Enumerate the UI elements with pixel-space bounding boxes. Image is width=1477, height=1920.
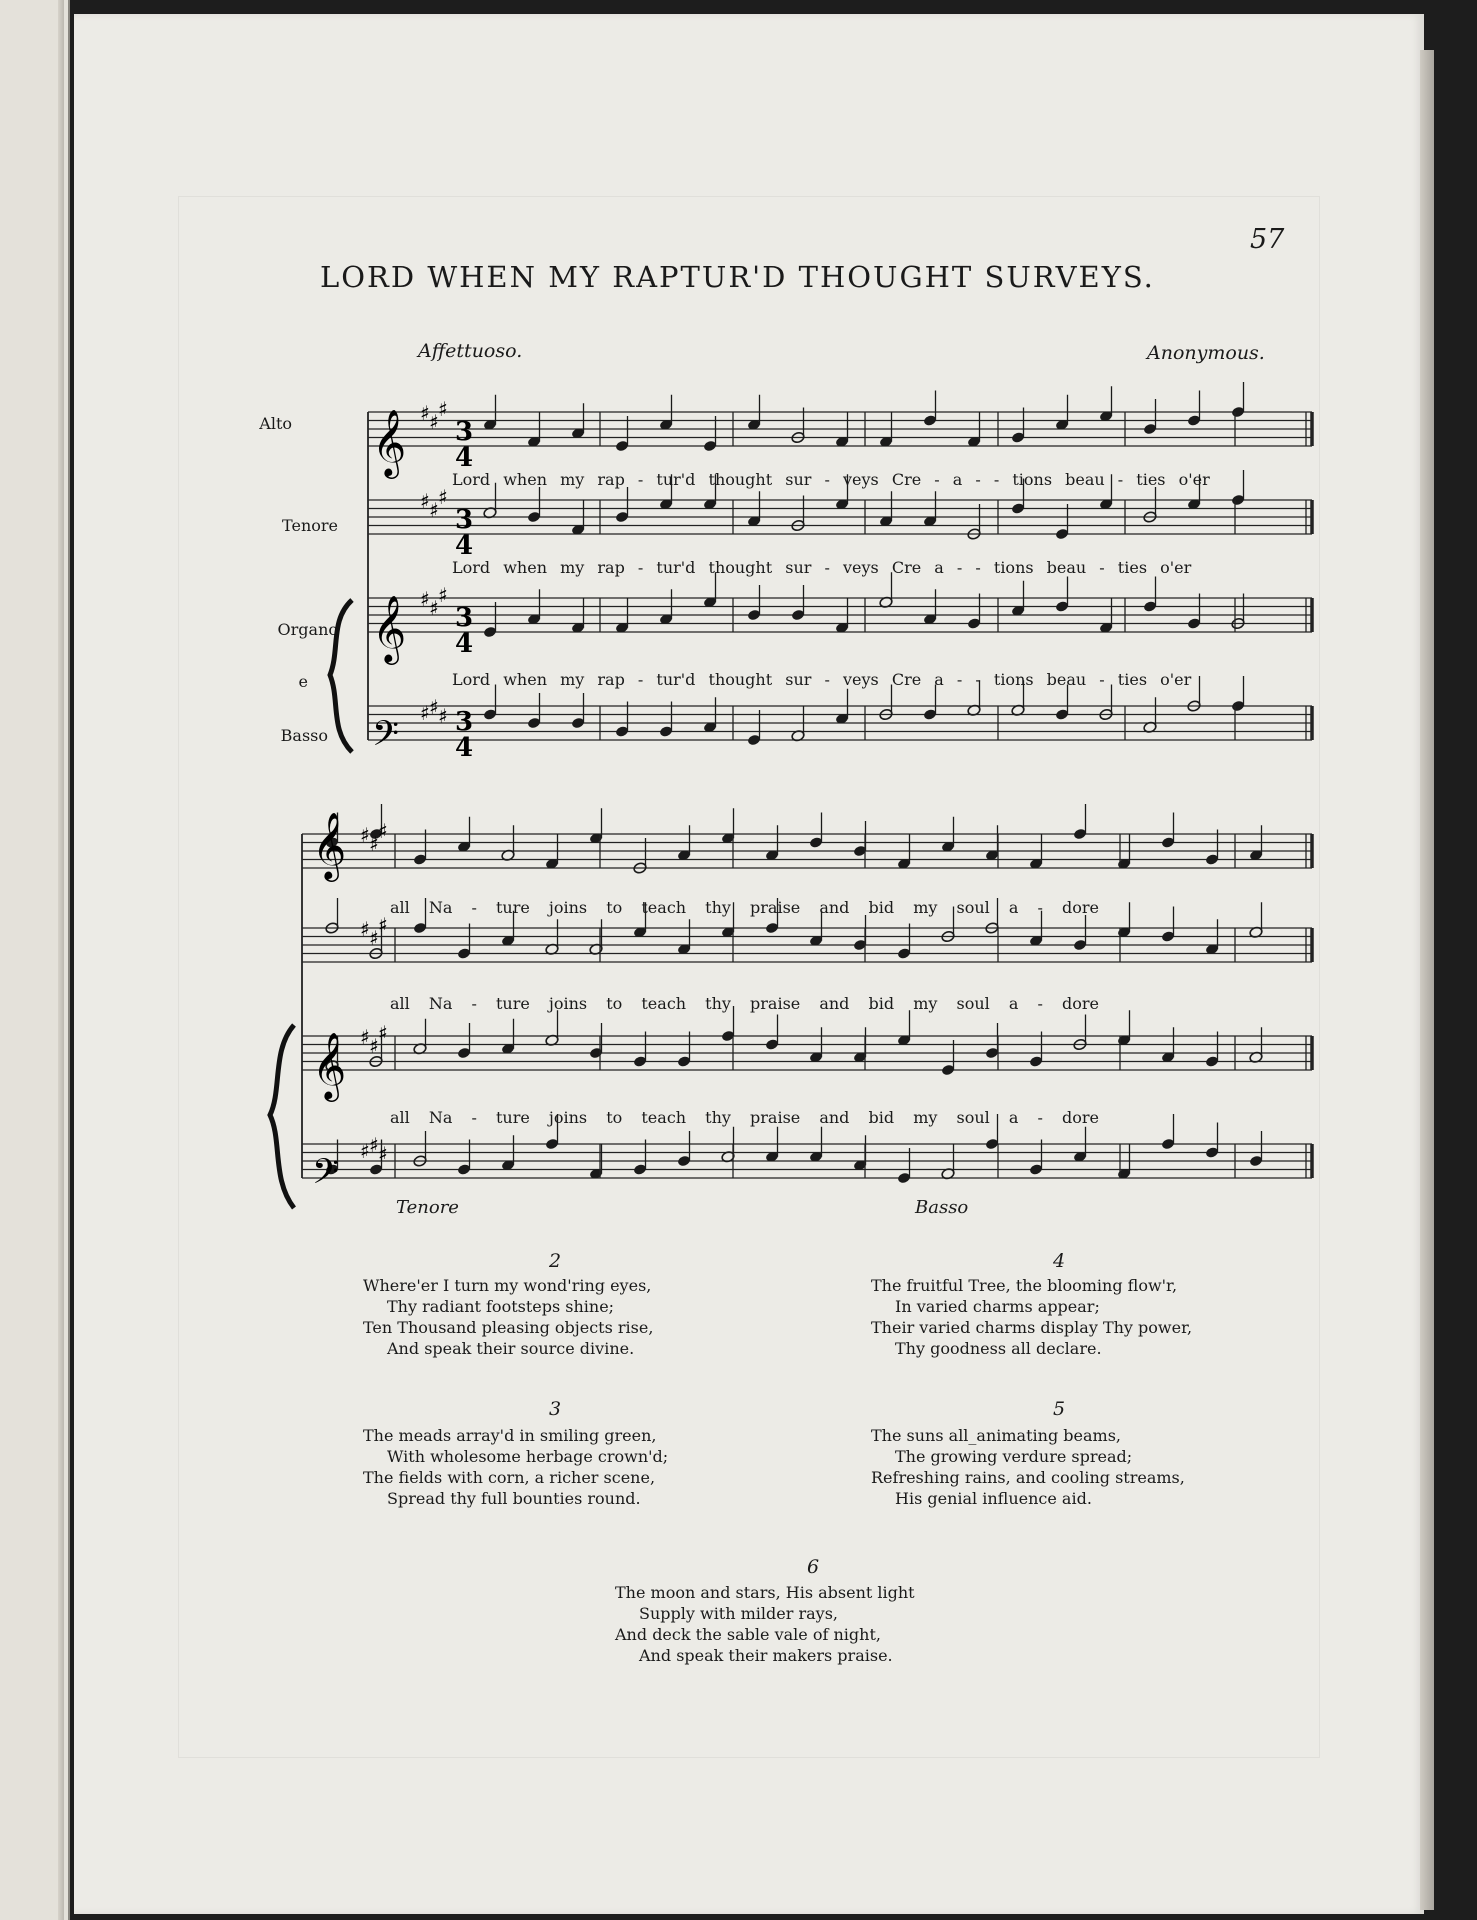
basso-cue-label: Basso xyxy=(915,1197,969,1218)
sharp-sign: ♯ xyxy=(420,587,430,611)
tempo-marking: Affettuoso. xyxy=(418,340,523,362)
verse-line: And deck the sable vale of night, xyxy=(615,1625,881,1644)
grand-staff-brace-2 xyxy=(270,1025,294,1208)
grand-staff-brace xyxy=(330,600,352,752)
sharp-sign: ♯ xyxy=(360,1025,370,1049)
part-label-alto: Alto xyxy=(259,414,292,433)
time-signature-bottom: 4 xyxy=(455,733,474,763)
sharp-sign: ♯ xyxy=(378,1021,388,1045)
time-signature-bottom: 4 xyxy=(455,629,474,659)
part-label-tenore: Tenore xyxy=(282,516,338,535)
verse-line: Spread thy full bounties round. xyxy=(387,1489,641,1508)
sharp-sign: ♯ xyxy=(438,485,448,509)
part-label-organo: Organo xyxy=(277,620,338,639)
sharp-sign: ♯ xyxy=(420,489,430,513)
verse-line: And speak their makers praise. xyxy=(639,1646,893,1665)
sharp-sign: ♯ xyxy=(360,917,370,941)
composer-credit: Anonymous. xyxy=(1147,342,1265,364)
verse-line: Supply with milder rays, xyxy=(639,1604,838,1623)
sharp-sign: ♯ xyxy=(360,1139,370,1163)
time-signature-bottom: 4 xyxy=(455,443,474,473)
verse-4 xyxy=(871,1275,1192,1359)
sharp-sign: ♯ xyxy=(369,1034,379,1058)
verse-line: The moon and stars, His absent light xyxy=(615,1583,915,1602)
sharp-sign: ♯ xyxy=(420,401,430,425)
verse-number: 5 xyxy=(1052,1398,1066,1420)
verse-3 xyxy=(363,1425,668,1509)
lyrics-organ-system1: Lord when my rap - tur'd thought sur - veys Cre a - - tions beau - ties o'er xyxy=(452,670,1192,689)
sharp-sign: ♯ xyxy=(369,1133,379,1157)
key-signature-sharps xyxy=(360,397,448,1166)
verse-6 xyxy=(615,1582,915,1666)
bass-clef-basso: 𝄢 xyxy=(372,713,400,762)
verse-number: 4 xyxy=(1052,1250,1066,1272)
bass-clef-basso-2: 𝄢 xyxy=(312,1151,340,1200)
verse-line: And speak their source divine. xyxy=(387,1339,635,1358)
verse-number: 3 xyxy=(548,1398,562,1420)
verse-number: 6 xyxy=(806,1556,820,1578)
verse-line: The growing verdure spread; xyxy=(895,1447,1133,1466)
verse-line: The meads array'd in smiling green, xyxy=(363,1426,657,1445)
sharp-sign: ♯ xyxy=(429,596,439,620)
part-label-basso: Basso xyxy=(280,726,328,745)
sharp-sign: ♯ xyxy=(429,410,439,434)
sharp-sign: ♯ xyxy=(360,823,370,847)
note-marks xyxy=(325,382,1263,1184)
song-title: LORD WHEN MY RAPTUR'D THOUGHT SURVEYS. xyxy=(320,260,1155,294)
sharp-sign: ♯ xyxy=(438,704,448,728)
lyrics-alto-system1: Lord when my rap - tur'd thought sur - veys Cre - a - - tions beau - ties o'er xyxy=(452,470,1210,489)
sharp-sign: ♯ xyxy=(369,832,379,856)
treble-clef-alto: 𝄞 xyxy=(372,408,407,476)
lyrics-tenor-system2: all Na - ture joins to teach thy praise and bid my soul a - dore xyxy=(390,994,1099,1013)
verse-line: In varied charms appear; xyxy=(895,1297,1100,1316)
verse-line: Ten Thousand pleasing objects rise, xyxy=(363,1318,654,1337)
verse-line: Their varied charms display Thy power, xyxy=(871,1318,1193,1337)
verse-line: The fields with corn, a richer scene, xyxy=(363,1468,656,1487)
tenore-cue-label: Tenore xyxy=(396,1197,459,1218)
time-signature-top: 3 xyxy=(455,417,474,447)
verse-line: The suns all_animating beams, xyxy=(871,1426,1121,1445)
verse-line: Refreshing rains, and cooling streams, xyxy=(871,1468,1185,1487)
sharp-sign: ♯ xyxy=(369,926,379,950)
verse-line: Thy radiant footsteps shine; xyxy=(387,1297,615,1316)
sharp-sign: ♯ xyxy=(420,701,430,725)
staff-lines xyxy=(302,412,1312,1178)
verse-line: His genial influence aid. xyxy=(895,1489,1092,1508)
time-signature-bottom: 4 xyxy=(455,531,474,561)
sharp-sign: ♯ xyxy=(378,1142,388,1166)
sharp-sign: ♯ xyxy=(438,583,448,607)
treble-clef-alto-2: 𝄞 xyxy=(312,811,347,879)
time-signature-top: 3 xyxy=(455,707,474,737)
verse-5 xyxy=(871,1425,1185,1509)
verse-line: The fruitful Tree, the blooming flow'r, xyxy=(871,1276,1178,1295)
treble-clef-organ: 𝄞 xyxy=(372,594,407,662)
sharp-sign: ♯ xyxy=(429,695,439,719)
sharp-sign: ♯ xyxy=(378,913,388,937)
sharp-sign: ♯ xyxy=(378,819,388,843)
lyrics-alto-system2: all Na - ture joins to teach thy praise and bid my soul a - dore xyxy=(390,898,1099,917)
lyrics-tenor-system1: Lord when my rap - tur'd thought sur - veys Cre a - - tions beau - ties o'er xyxy=(452,558,1192,577)
treble-clef-organ-2: 𝄞 xyxy=(312,1031,347,1099)
verse-line: Where'er I turn my wond'ring eyes, xyxy=(363,1276,652,1295)
sharp-sign: ♯ xyxy=(438,397,448,421)
time-signature-top: 3 xyxy=(455,505,474,535)
bar-lines xyxy=(302,412,1312,1178)
verse-line: With wholesome herbage crown'd; xyxy=(387,1447,669,1466)
part-label-e: e xyxy=(298,672,308,691)
verse-number: 2 xyxy=(548,1250,562,1272)
verse-line: Thy goodness all declare. xyxy=(895,1339,1102,1358)
sharp-sign: ♯ xyxy=(429,498,439,522)
page-number: 57 xyxy=(1250,224,1285,255)
time-signature-top: 3 xyxy=(455,603,474,633)
lyrics-organ-system2: all Na - ture joins to teach thy praise and bid my soul a - dore xyxy=(390,1108,1099,1127)
verse-2 xyxy=(363,1275,653,1359)
